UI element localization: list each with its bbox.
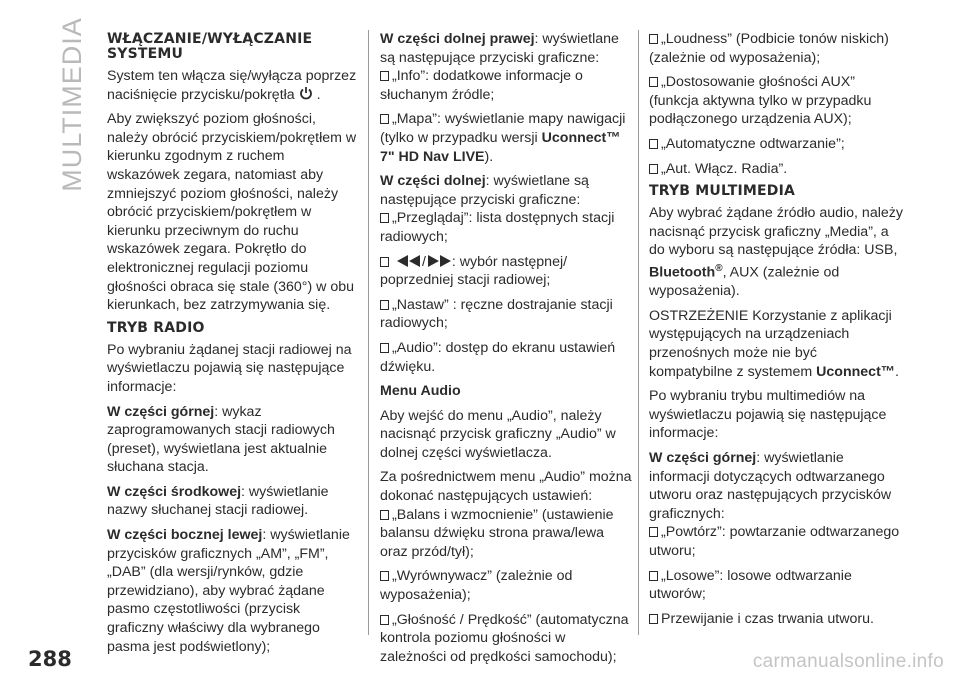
- section-side-label: [52, 16, 92, 192]
- bullet-box-icon: [380, 114, 389, 124]
- paragraph-audio-settings: Za pośrednictwem menu „Audio” można dokonać następujących ustawień:: [380, 469, 632, 505]
- list-item-text: : wybór następnej/ poprzedniej stacji radiowej;: [380, 253, 568, 289]
- list-item: [649, 30, 903, 67]
- list-item: [380, 296, 632, 333]
- label-media-top: W części górnej: [649, 450, 757, 467]
- text-bottom: : wyświetlane są następujące przyciski graficzne:: [380, 173, 589, 208]
- list-item: [380, 67, 632, 104]
- list-item-text: „Głośność / Prędkość” (automatyczna kontrola poziomu głośności w zależności od prędkości samochodu);: [380, 611, 629, 665]
- bullet-box-icon: [380, 571, 389, 581]
- heading-power: WŁĄCZANIE/WYŁĄCZANIE SYSTEMU: [107, 31, 313, 62]
- next-station-icon: [426, 255, 452, 267]
- bullet-box-icon: [380, 257, 389, 267]
- paragraph-radio-left: [107, 526, 359, 656]
- bullet-box-icon: [649, 571, 658, 581]
- list-item: [380, 253, 632, 290]
- bullet-box-icon: [649, 139, 658, 149]
- paragraph-media-sources: [649, 204, 903, 301]
- bullet-box-icon: [649, 34, 658, 44]
- list-item: [649, 135, 903, 154]
- bullet-box-icon: [380, 615, 389, 625]
- list-item: [649, 523, 903, 560]
- media-sources-text: Aby wybrać żądane źródło audio, należy nacisnąć przycisk graficzny „Media”, a do wyboru są następujące źródła: USB,: [649, 205, 903, 259]
- list-item-text: „Balans i wzmocnienie” (ustawienie balansu dźwięku strona prawa/lewa oraz przód/tył);: [380, 506, 614, 560]
- paragraph-media-intro: Po wybraniu trybu multimediów na wyświetlaczu pojawią się następujące informacje:: [649, 388, 887, 442]
- text-top: : wykaz zaprogramowanych stacji radiowych (preset), wyświetlana jest aktualnie słuchana stacja.: [107, 403, 335, 476]
- bullet-box-icon: [649, 614, 658, 624]
- text-left: : wyświetlanie przycisków graficznych „AM”, „FM”, „DAB” (dla wersji/rynków, gdzie przewidziano), aby wybrać żądane pasmo częstotliwości (przycisk graficzny właściwy dla wybranego pasma jest podświetlony);: [107, 527, 350, 655]
- list-item-text: „Wyrównywacz” (zależnie od wyposażenia);: [380, 568, 573, 604]
- bullet-box-icon: [380, 510, 389, 520]
- list-item-text: „Loudness” (Podbicie tonów niskich) (zależnie od wyposażenia);: [649, 31, 889, 66]
- list-item-end: ).: [484, 148, 494, 165]
- column-middle: [380, 30, 632, 672]
- registered-mark: ®: [715, 262, 723, 274]
- paragraph-volume: Aby zwiększyć poziom głośności, należy obrócić przyciskiem/pokrętłem w kierunku zgodnym z ruchem wskazówek zegara, natomiast aby zmniejszyć poziom głośności, należy obrócić przyciskiem/pokrętłem w kierunku przeciwnym do ruchu wskazówek zegara. Pokrętło do elektronicznej regulacji poziomu głośności obraca się stale (360°) w obu kierunkach, bez zatrzymywania się.: [107, 111, 357, 314]
- paragraph-power-text: System ten włącza się/wyłącza poprzez naciśnięcie przycisku/pokrętła: [107, 68, 357, 103]
- label-middle: W części środkowej: [107, 483, 242, 500]
- watermark: carmanualsonline.info: [752, 651, 944, 672]
- list-item-text: „Aut. Włącz. Radia”.: [661, 160, 788, 177]
- column-divider-1: [368, 30, 369, 635]
- heading-radio-mode: TRYB RADIO: [107, 319, 205, 336]
- list-item: [380, 506, 632, 562]
- text-middle: : wyświetlanie nazwy słuchanej stacji radiowej.: [107, 483, 329, 519]
- column-right: [649, 30, 903, 634]
- list-item-text: „Info”: dodatkowe informacje o słuchanym źródle;: [380, 68, 583, 103]
- list-item-text: „Audio”: dostęp do ekranu ustawień dźwięku.: [380, 339, 616, 375]
- paragraph-audio-enter: Aby wejść do menu „Audio”, należy nacisnąć przycisk graficzny „Audio” w dolnej części wyświetlacza.: [380, 407, 616, 461]
- paragraph-radio-top: [107, 403, 359, 477]
- bullet-box-icon: [380, 71, 389, 81]
- page-number: 288: [28, 647, 72, 671]
- list-item: [649, 160, 903, 179]
- label-bottom: W części dolnej: [380, 173, 486, 190]
- icon-separator: /: [421, 253, 426, 270]
- list-item-text: „Losowe”: losowe odtwarzanie utworów;: [649, 567, 852, 603]
- label-left: W części bocznej lewej: [107, 527, 263, 544]
- heading-audio-menu: Menu Audio: [380, 383, 461, 400]
- text-media-top: : wyświetlanie informacji dotyczących odtwarzanego utworu oraz następujących przycisków graficznych:: [649, 450, 892, 522]
- list-item-text: „Automatyczne odtwarzanie”;: [661, 135, 845, 152]
- list-item: [649, 73, 903, 129]
- list-item-text: „Przeglądaj”: lista dostępnych stacji radiowych;: [380, 210, 615, 245]
- bullet-box-icon: [649, 77, 658, 87]
- paragraph-power: [107, 67, 359, 104]
- previous-station-icon: [396, 255, 422, 267]
- list-item-text: „Nastaw” : ręczne dostrajanie stacji radiowych;: [380, 296, 613, 332]
- list-item-text: Przewijanie i czas trwania utworu.: [661, 610, 874, 627]
- heading-multimedia-mode: TRYB MULTIMEDIA: [649, 183, 796, 200]
- bluetooth-label: Bluetooth: [649, 264, 716, 281]
- list-item: [380, 611, 632, 667]
- list-item-text: „Powtórz”: powtarzanie odtwarzanego utworu;: [649, 524, 900, 559]
- label-top: W części górnej: [107, 403, 215, 420]
- warning-text: OSTRZEŻENIE Korzystanie z aplikacji występujących na urządzeniach przenośnych może nie być kompatybilne z systemem: [649, 307, 892, 380]
- media-sources-end: , AUX (zależnie od wyposażenia).: [649, 264, 840, 300]
- list-item: [649, 610, 903, 629]
- list-item: [649, 567, 903, 604]
- column-divider-2: [638, 30, 639, 635]
- paragraph-bottom: [380, 172, 632, 209]
- bullet-box-icon: [380, 343, 389, 353]
- bullet-box-icon: [649, 527, 658, 537]
- section-side-label-text: MULTIMEDIA: [56, 16, 87, 192]
- bullet-box-icon: [380, 213, 389, 223]
- paragraph-warning: [649, 307, 903, 381]
- power-knob-icon: [299, 86, 313, 100]
- warning-end: .: [894, 363, 899, 380]
- list-item-text: „Dostosowanie głośności AUX” (funkcja aktywna tylko w przypadku podłączonego urządzenia AUX);: [649, 74, 872, 128]
- paragraph-radio-intro: Po wybraniu żądanej stacji radiowej na wyświetlaczu pojawią się następujące informacje:: [107, 341, 352, 395]
- list-item: [380, 110, 632, 166]
- list-item-text: „Mapa”: wyświetlanie mapy nawigacji (tylko w przypadku wersji: [380, 111, 626, 146]
- paragraph-bottom-right: [380, 30, 632, 67]
- list-item: [380, 567, 632, 604]
- bullet-box-icon: [380, 300, 389, 310]
- paragraph-radio-middle: [107, 483, 359, 520]
- text-bottom-right: : wyświetlane są następujące przyciski graficzne:: [380, 31, 619, 66]
- paragraph-media-top: [649, 449, 903, 523]
- product-name: Uconnect™ 7" HD Nav LIVE: [380, 129, 621, 165]
- list-item: [380, 209, 632, 246]
- uconnect-label: Uconnect™: [816, 363, 895, 380]
- paragraph-power-end: .: [316, 86, 321, 103]
- label-bottom-right: W części dolnej prawej: [380, 31, 535, 47]
- column-left: [107, 30, 359, 662]
- list-item: [380, 339, 632, 376]
- bullet-box-icon: [649, 164, 658, 174]
